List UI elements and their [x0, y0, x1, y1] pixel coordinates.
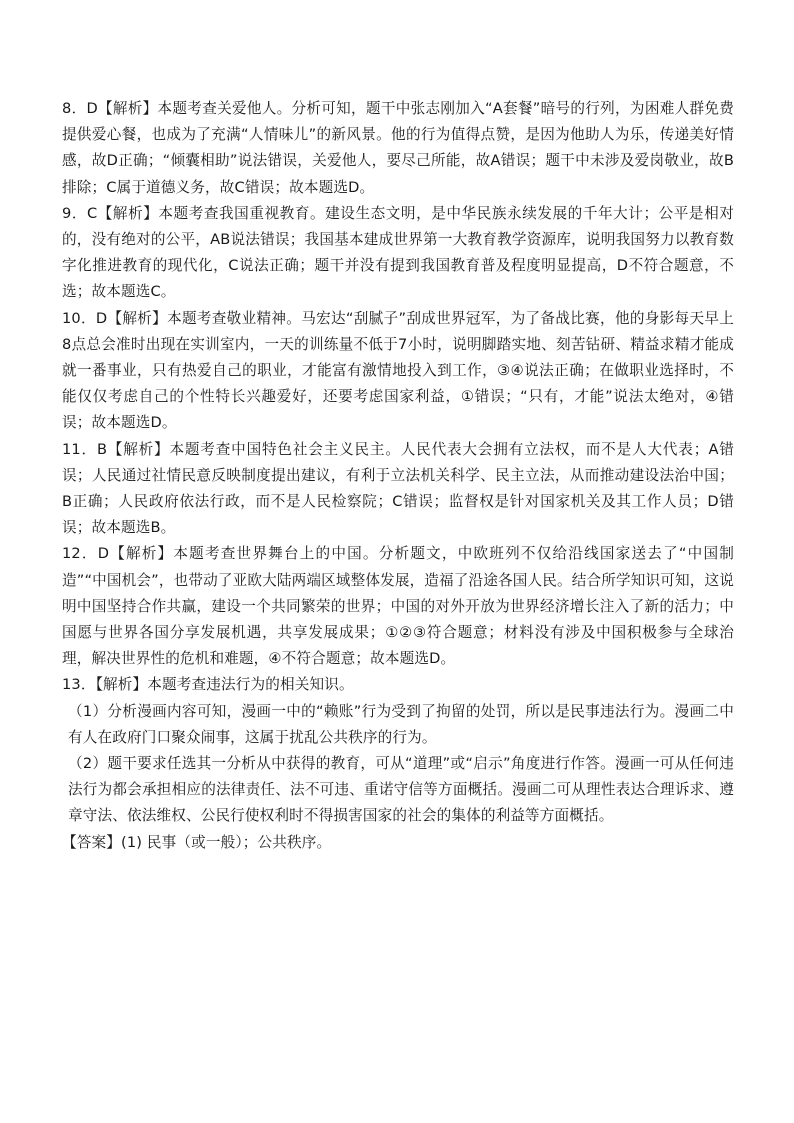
- explanation-question-13: 13．【解析】本题考查违法行为的相关知识。: [62, 676, 354, 694]
- answer-explanations: [62, 96, 734, 856]
- explanation-question-9: 9．C【解析】本题考查我国重视教育。建设生态文明，是中华民族永续发展的千年大计；公平是相对的，没有绝对的公平，AB说法错误；我国基本建成世界第一大教育教学资源库，说明我国努力以教育数字化推进教育的现代化，C说法正确；题干并没有提到我国教育普及程度明显提高，D不符合题意，不选；故本题选C。: [62, 204, 734, 301]
- explanation-question-13-part-2: （2）题干要求任选其一分析从中获得的教育，可从“道理”或“启示”角度进行作答。漫画一可从任何违法行为都会承担相应的法律责任、法不可违、重诺守信等方面概括。漫画二可从理性表达合理诉求、遵章守法、依法维权、公民行使权利时不得损害国家的社会的集体的利益等方面概括。: [68, 755, 734, 825]
- explanation-question-8: 8．D【解析】本题考查关爱他人。分析可知，题干中张志刚加入“A套餐”暗号的行列，为困难人群免费提供爱心餐，也成为了充满“人情味儿”的新风景。他的行为值得点赞，是因为他助人为乐，传递美好情感，故D正确；“倾囊相助”说法错误，关爱他人，要尽己所能，故A错误；题干中未涉及爱岗敬业，故B排除；C属于道德义务，故C错误；故本题选D。: [62, 100, 734, 196]
- explanation-question-10: 10．D【解析】本题考查敬业精神。马宏达“刮腻子”刮成世界冠军，为了备战比赛，他的身影每天早上8点总会准时出现在实训室内，一天的训练量不低于7小时，说明脚踏实地、刻苦钻研、精益求精才能成就一番事业，只有热爱自己的职业，才能富有激情地投入到工作，③④说法正确；在做职业选择时，不能仅仅考虑自己的个性特长兴趣爱好，还要考虑国家利益，①错误；“只有，才能”说法太绝对，④错误；故本题选D。: [62, 309, 734, 432]
- explanation-question-12: 12．D【解析】本题考查世界舞台上的中国。分析题文，中欧班列不仅给沿线国家送去了“中国制造”“中国机会”，也带动了亚欧大陆两端区域整体发展，造福了沿途各国人民。结合所学知识可知，这说明中国坚持合作共赢，建设一个共同繁荣的世界；中国的对外开放为世界经济增长注入了新的活力；中国愿与世界各国分享发展机遇，共享发展成果；①②③符合题意；材料没有涉及中国积极参与全球治理，解决世界性的危机和难题，④不符合题意；故本题选D。: [62, 545, 734, 668]
- explanation-question-11: 11．B【解析】本题考查中国特色社会主义民主。人民代表大会拥有立法权，而不是人大代表；A错误；人民通过社情民意反映制度提出建议，有利于立法机关科学、民主立法，从而推动建设法治中国；B正确；人民政府依法行政，而不是人民检察院；C错误；监督权是针对国家机关及其工作人员；D错误；故本题选B。: [62, 440, 734, 537]
- answer-question-13: 【答案】(1) 民事（或一般）；公共秩序。: [62, 833, 332, 851]
- explanation-question-13-part-1: （1）分析漫画内容可知，漫画一中的“赖账”行为受到了拘留的处罚，所以是民事违法行为。漫画二中有人在政府门口聚众闹事，这属于扰乱公共秩序的行为。: [68, 702, 734, 746]
